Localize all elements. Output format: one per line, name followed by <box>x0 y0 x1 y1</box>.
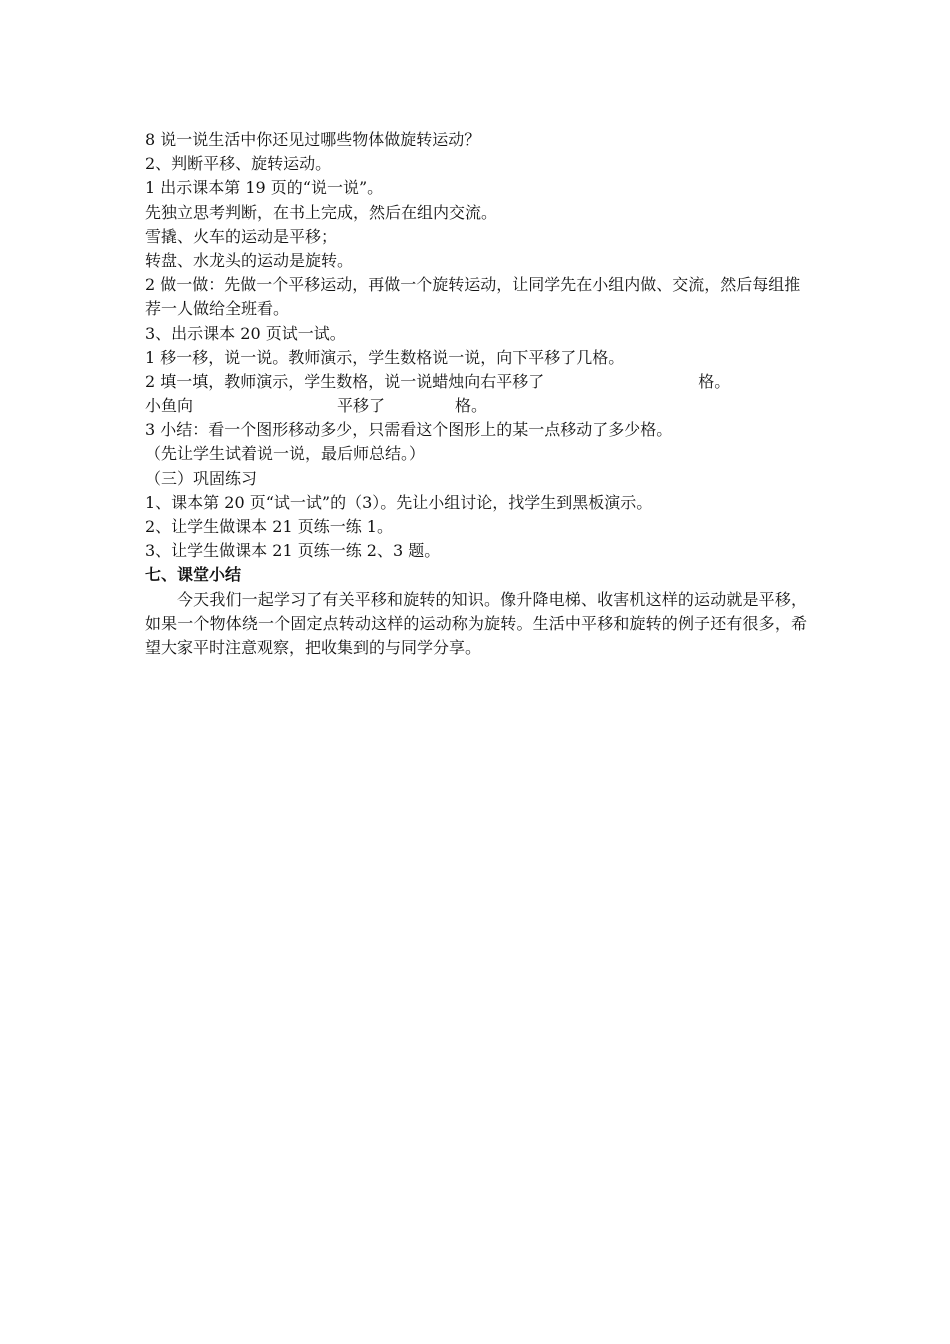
fill-text-part1: 2 填一填，教师演示，学生数格，说一说蜡烛向右平移了 <box>145 371 545 391</box>
fill-blank-line-candle <box>145 370 815 394</box>
text-line: 雪撬、火车的运动是平移； <box>145 226 338 246</box>
text-line: 8 说一说生活中你还见过哪些物体做旋转运动？ <box>145 130 481 149</box>
summary-paragraph: 今天我们一起学习了有关平移和旋转的知识。像升降电梯、收害机这样的运动就是平移，如果一个物体绕一个固定点转动这样的运动称为旋转。生活中平移和旋转的例子还有很多，希望大家平时注意观察，把收集到的与同学分享。 <box>145 589 807 658</box>
text-line: 2、判断平移、旋转运动。 <box>145 154 332 174</box>
text-paragraph: 2 做一做：先做一个平移运动，再做一个旋转运动，让同学先在小组内做、交流，然后每组推荐一人做给全班看。 <box>145 275 801 319</box>
document-page <box>145 128 815 660</box>
fill-text-part2: 格。 <box>698 371 731 391</box>
text-line: 1 移一移，说一说。教师演示，学生数格说一说，向下平移了几格。 <box>145 347 625 367</box>
section-heading: 七、课堂小结 <box>145 565 242 585</box>
text-line: 3、让学生做课本 21 页练一练 2、3 题。 <box>145 541 441 561</box>
text-line: 转盘、水龙头的运动是旋转。 <box>145 250 354 270</box>
text-line: （三）巩固练习 <box>145 468 258 488</box>
fish-text-part3: 格。 <box>455 396 488 416</box>
text-line: 3 小结：看一个图形移动多少，只需看这个图形上的某一点移动了多少格。 <box>145 420 673 440</box>
fish-text-part1: 小鱼向 <box>145 396 194 416</box>
text-line: 3、出示课本 20 页试一试。 <box>145 323 346 343</box>
fish-text-part2: 平移了 <box>337 396 386 416</box>
text-line: 1、课本第 20 页“试一试”的（3）。先让小组讨论，找学生到黑板演示。 <box>145 492 653 512</box>
fill-blank-line-fish <box>145 394 815 418</box>
text-line: （先让学生试着说一说，最后师总结。） <box>145 444 426 464</box>
text-line: 先独立思考判断，在书上完成，然后在组内交流。 <box>145 202 498 222</box>
text-line: 1 出示课本第 19 页的“说一说”。 <box>145 178 384 198</box>
text-line: 2、让学生做课本 21 页练一练 1。 <box>145 517 393 537</box>
